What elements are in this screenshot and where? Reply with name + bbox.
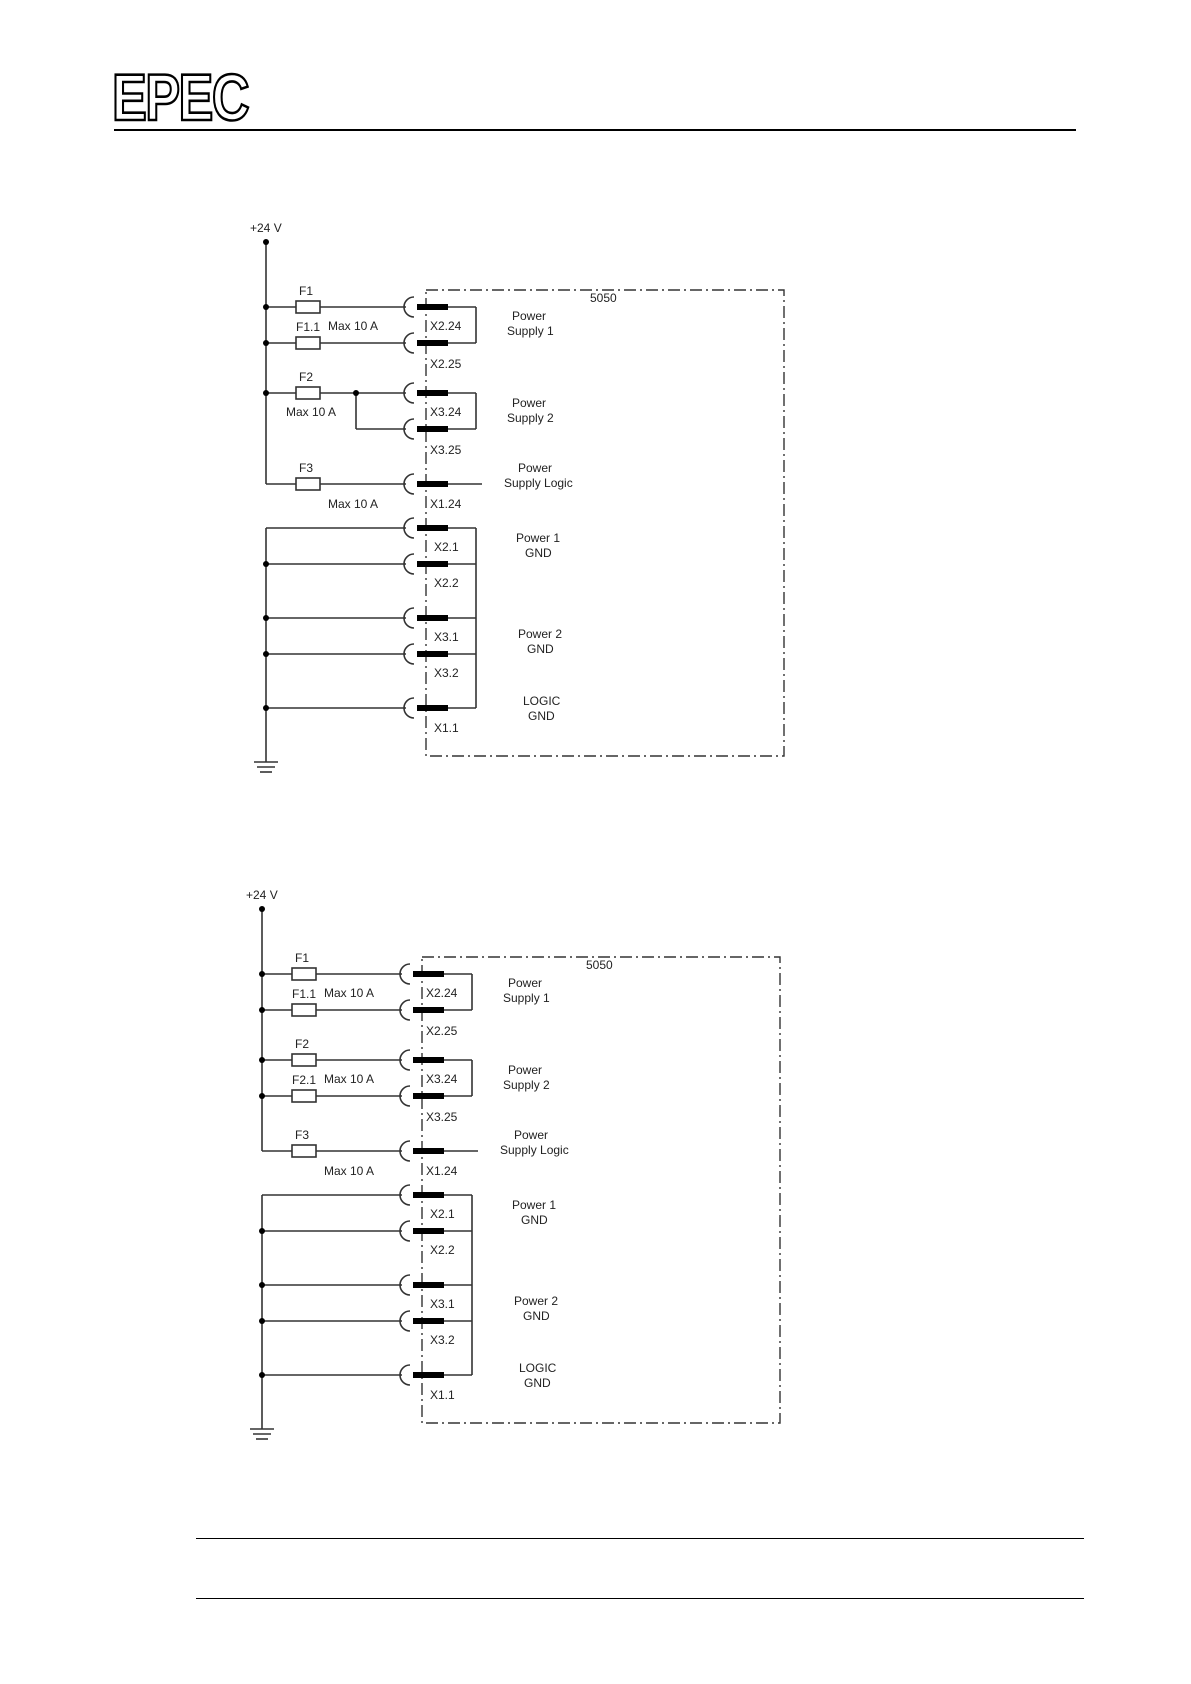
pin-label: X3.24 <box>426 1072 458 1086</box>
pin-label: X1.24 <box>426 1164 458 1178</box>
pin-label: X2.2 <box>430 1243 455 1257</box>
group-label: Power 2 <box>514 1294 559 1308</box>
fuse-label: F2 <box>295 1037 310 1051</box>
group-label: Supply 2 <box>507 411 554 425</box>
wiring-diagram-1 <box>236 218 796 788</box>
max-current-label: Max 10 A <box>328 497 379 511</box>
supply-label: +24 V <box>246 888 278 902</box>
wiring-diagram-2 <box>232 885 792 1455</box>
pin-label: X3.1 <box>434 630 459 644</box>
max-current-label: Max 10 A <box>324 986 375 1000</box>
pin-label: X3.24 <box>430 405 462 419</box>
group-label: Power 2 <box>518 627 563 641</box>
pin-label: X1.1 <box>430 1388 455 1402</box>
fuse-label: F1.1 <box>296 320 321 334</box>
pin-label: X3.2 <box>430 1333 455 1347</box>
group-label: Power <box>512 309 547 323</box>
fuse-label: F2 <box>299 370 314 384</box>
pin-label: X3.25 <box>430 443 462 457</box>
max-current-label: Max 10 A <box>328 319 379 333</box>
logo-text: EPEC <box>112 60 249 134</box>
fuse-label: F3 <box>299 461 314 475</box>
module-label: 5050 <box>586 958 613 972</box>
group-label: Power <box>508 1063 543 1077</box>
fuse-label: F1.1 <box>292 987 317 1001</box>
fuse-label: F1 <box>299 284 314 298</box>
pin-label: X3.1 <box>430 1297 455 1311</box>
group-label: Supply Logic <box>504 476 573 490</box>
pin-label: X1.1 <box>434 721 459 735</box>
group-label: Power 1 <box>516 531 561 545</box>
group-label: Supply 1 <box>507 324 554 338</box>
group-label: Supply Logic <box>500 1143 569 1157</box>
max-current-label: Max 10 A <box>324 1072 375 1086</box>
max-current-label: Max 10 A <box>324 1164 375 1178</box>
group-label: Power <box>518 461 553 475</box>
pin-label: X1.24 <box>430 497 462 511</box>
pin-label: X2.1 <box>430 1207 455 1221</box>
pin-label: X3.25 <box>426 1110 458 1124</box>
pin-label: X2.24 <box>430 319 462 333</box>
group-label: Power <box>508 976 543 990</box>
group-label: Power <box>512 396 547 410</box>
header-rule <box>114 129 1076 131</box>
max-current-label: Max 10 A <box>286 405 337 419</box>
group-label: GND <box>528 709 555 723</box>
pin-label: X2.25 <box>426 1024 458 1038</box>
pin-label: X2.24 <box>426 986 458 1000</box>
pin-label: X2.1 <box>434 540 459 554</box>
group-label: Supply 1 <box>503 991 550 1005</box>
fuse-label: F1 <box>295 951 310 965</box>
group-label: Power <box>514 1128 549 1142</box>
footer-rule <box>196 1598 1084 1599</box>
group-label: LOGIC <box>523 694 561 708</box>
pin-label: X2.2 <box>434 576 459 590</box>
module-label: 5050 <box>590 291 617 305</box>
group-label: Power 1 <box>512 1198 557 1212</box>
pin-label: X3.2 <box>434 666 459 680</box>
epec-logo <box>112 60 252 134</box>
fuse-label: F3 <box>295 1128 310 1142</box>
group-label: GND <box>524 1376 551 1390</box>
group-label: GND <box>523 1309 550 1323</box>
supply-label: +24 V <box>250 221 282 235</box>
group-label: LOGIC <box>519 1361 557 1375</box>
pin-label: X2.25 <box>430 357 462 371</box>
group-label: GND <box>527 642 554 656</box>
fuse-label: F2.1 <box>292 1073 317 1087</box>
group-label: Supply 2 <box>503 1078 550 1092</box>
footer-rule <box>196 1538 1084 1539</box>
group-label: GND <box>525 546 552 560</box>
group-label: GND <box>521 1213 548 1227</box>
